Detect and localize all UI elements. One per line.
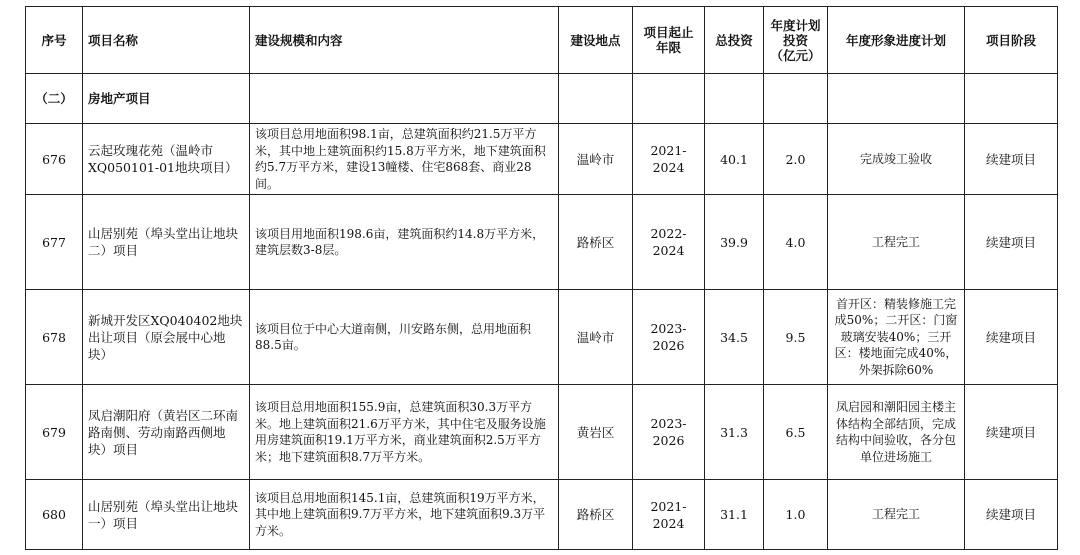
empty-cell xyxy=(764,74,828,124)
project-location: 温岭市 xyxy=(559,124,633,195)
project-table xyxy=(25,6,1058,550)
project-stage: 续建项目 xyxy=(965,195,1058,290)
row-number: 680 xyxy=(26,480,83,550)
col-header-name: 项目名称 xyxy=(83,7,250,74)
project-progress-plan: 凤启园和潮阳园主楼主体结构全部结顶，完成结构中间验收，各分包单位进场施工 xyxy=(828,385,965,480)
row-number: 676 xyxy=(26,124,83,195)
project-period: 2021-2024 xyxy=(633,124,705,195)
project-annual-investment: 6.5 xyxy=(764,385,828,480)
section-number: （二） xyxy=(26,74,83,124)
table-row xyxy=(26,480,1058,550)
project-location: 路桥区 xyxy=(559,195,633,290)
empty-cell xyxy=(250,74,559,124)
project-scope: 该项目位于中心大道南侧，川安路东侧，总用地面积88.5亩。 xyxy=(250,290,559,385)
project-stage: 续建项目 xyxy=(965,124,1058,195)
row-number: 678 xyxy=(26,290,83,385)
project-annual-investment: 4.0 xyxy=(764,195,828,290)
col-header-annual-line1: 年度计划 xyxy=(770,17,821,33)
project-scope: 该项目总用地面积155.9亩，总建筑面积30.3万平方米。地上建筑面积21.6万平方米，其中住宅及服务设施用房建筑面积19.1万平方米，商业建筑面积2.5万平方米；地下建筑面积8.7万平方米。 xyxy=(250,385,559,480)
empty-cell xyxy=(965,74,1058,124)
project-scope: 该项目总用地面积98.1亩，总建筑面积约21.5万平方米，其中地上建筑面积约15.8万平方米，地下建筑面积约5.7万平方米，建设13幢楼、住宅868套、商业28间。 xyxy=(250,124,559,195)
project-period: 2023-2026 xyxy=(633,385,705,480)
col-header-period-line1: 项目起止 xyxy=(643,25,694,40)
project-name: 山居别苑（埠头堂出让地块一）项目 xyxy=(83,480,250,550)
project-name: 云起玫瑰花苑（温岭市XQ050101-01地块项目） xyxy=(83,124,250,195)
project-annual-investment: 2.0 xyxy=(764,124,828,195)
empty-cell xyxy=(633,74,705,124)
empty-cell xyxy=(828,74,965,124)
project-name: 山居别苑（埠头堂出让地块二）项目 xyxy=(83,195,250,290)
section-row xyxy=(26,74,1058,124)
project-location: 黄岩区 xyxy=(559,385,633,480)
empty-cell xyxy=(559,74,633,124)
col-header-progress: 年度形象进度计划 xyxy=(828,7,965,74)
col-header-location: 建设地点 xyxy=(559,7,633,74)
project-table-container xyxy=(25,6,1058,550)
col-header-annual xyxy=(764,7,828,74)
project-investment: 40.1 xyxy=(705,124,764,195)
col-header-no: 序号 xyxy=(26,7,83,74)
section-title: 房地产项目 xyxy=(83,74,250,124)
project-investment: 34.5 xyxy=(705,290,764,385)
col-header-annual-line3: （亿元） xyxy=(770,47,821,63)
project-progress-plan: 工程完工 xyxy=(828,480,965,550)
col-header-investment: 总投资 xyxy=(705,7,764,74)
project-investment: 31.1 xyxy=(705,480,764,550)
col-header-period-line2: 年限 xyxy=(655,40,681,55)
project-period: 2021-2024 xyxy=(633,480,705,550)
project-progress-plan: 工程完工 xyxy=(828,195,965,290)
row-number: 677 xyxy=(26,195,83,290)
project-stage: 续建项目 xyxy=(965,480,1058,550)
project-name: 新城开发区XQ040402地块出让项目（原会展中心地块） xyxy=(83,290,250,385)
project-stage: 续建项目 xyxy=(965,290,1058,385)
col-header-annual-line2: 投资 xyxy=(782,32,808,48)
project-scope: 该项目用地面积198.6亩，建筑面积约14.8万平方米，建筑层数3-8层。 xyxy=(250,195,559,290)
project-investment: 39.9 xyxy=(705,195,764,290)
project-stage: 续建项目 xyxy=(965,385,1058,480)
table-row xyxy=(26,385,1058,480)
table-row xyxy=(26,195,1058,290)
project-progress-plan: 完成竣工验收 xyxy=(828,124,965,195)
project-scope: 该项目总用地面积145.1亩，总建筑面积19万平方米，其中地上建筑面积9.7万平方米，地下建筑面积9.3万平方米。 xyxy=(250,480,559,550)
project-location: 路桥区 xyxy=(559,480,633,550)
project-location: 温岭市 xyxy=(559,290,633,385)
table-row xyxy=(26,124,1058,195)
table-row xyxy=(26,290,1058,385)
row-number: 679 xyxy=(26,385,83,480)
project-progress-plan: 首开区：精装修施工完成50%；二开区：门窗玻璃安装40%；三开区：楼地面完成40%，外架拆除60% xyxy=(828,290,965,385)
header-row xyxy=(26,7,1058,74)
project-annual-investment: 1.0 xyxy=(764,480,828,550)
project-period: 2022-2024 xyxy=(633,195,705,290)
empty-cell xyxy=(705,74,764,124)
col-header-stage: 项目阶段 xyxy=(965,7,1058,74)
project-name: 凤启潮阳府（黄岩区二环南路南侧、劳动南路西侧地块）项目 xyxy=(83,385,250,480)
col-header-scope: 建设规模和内容 xyxy=(250,7,559,74)
project-investment: 31.3 xyxy=(705,385,764,480)
project-period: 2023-2026 xyxy=(633,290,705,385)
project-annual-investment: 9.5 xyxy=(764,290,828,385)
col-header-period xyxy=(633,7,705,74)
